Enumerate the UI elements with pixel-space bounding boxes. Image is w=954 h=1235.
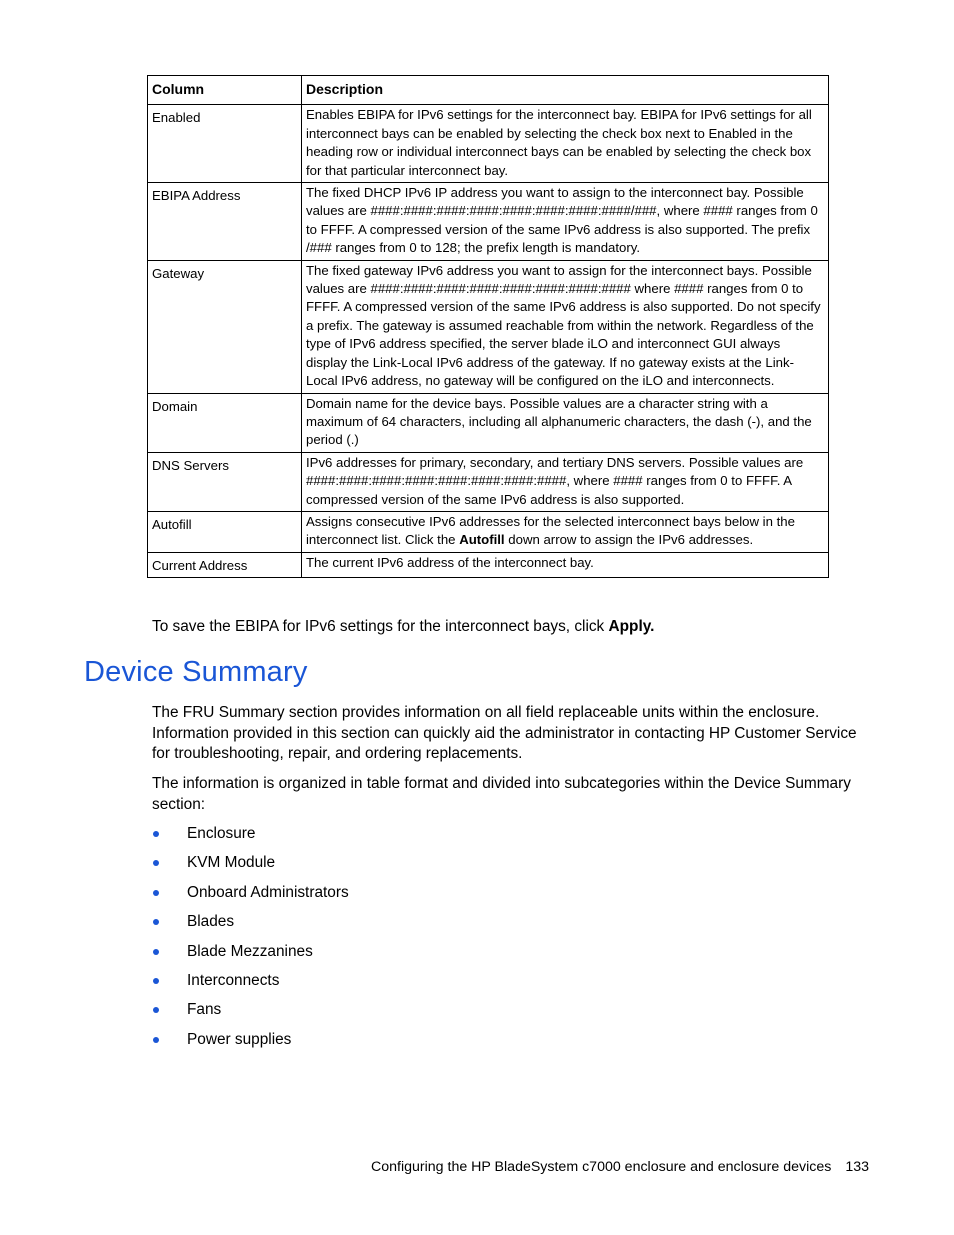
row-column-name: Domain bbox=[148, 393, 302, 452]
list-item-label: Enclosure bbox=[187, 825, 256, 842]
row-description bbox=[302, 552, 829, 577]
list-item-label: Onboard Administrators bbox=[187, 883, 349, 901]
row-description bbox=[302, 452, 829, 511]
table-row bbox=[148, 260, 829, 393]
list-item bbox=[152, 853, 349, 882]
table-row bbox=[148, 105, 829, 183]
row-column-name: Current Address bbox=[148, 552, 302, 577]
organization-paragraph: The information is organized in table format and divided into subcategories within the Device Summary section: bbox=[152, 775, 851, 813]
bullet-icon bbox=[153, 890, 159, 896]
list-item-label: Fans bbox=[187, 1001, 222, 1019]
footer-chapter-title: Configuring the HP BladeSystem c7000 enclosure and enclosure devices bbox=[371, 1159, 832, 1175]
description-keyword: Autofill bbox=[459, 532, 505, 548]
section-heading: Device Summary bbox=[84, 656, 308, 688]
row-column-name: Enabled bbox=[148, 105, 302, 183]
description-text: Domain name for the device bays. Possible values are a character string with a maximum of 64 characters, including all alphanumeric characters, the dash (-), and the period (.) bbox=[306, 395, 812, 448]
row-column-name: Gateway bbox=[148, 260, 302, 393]
row-description bbox=[302, 393, 829, 452]
column-header: Column bbox=[148, 76, 302, 105]
description-text: Assigns consecutive IPv6 addresses for the selected interconnect bays below in the interconnect list. Click the bbox=[306, 513, 795, 548]
list-item-label: KVM Module bbox=[187, 854, 276, 872]
table-row bbox=[148, 552, 829, 577]
row-column-name: EBIPA Address bbox=[148, 183, 302, 261]
row-column-name: Autofill bbox=[148, 511, 302, 552]
description-text: Enables EBIPA for IPv6 settings for the interconnect bay. EBIPA for IPv6 settings for all interconnect bays can be enabled by selecting the check box next to Enabled in the heading row or individual interconnect bays can be enabled by selecting the check box for that particular interconnect bay. bbox=[306, 107, 812, 178]
bullet-icon bbox=[153, 949, 159, 955]
apply-instruction-text: To save the EBIPA for IPv6 settings for the interconnect bays, click bbox=[152, 618, 609, 635]
description-text: IPv6 addresses for primary, secondary, and tertiary DNS servers. Possible values are ####:####:####:####:####:####:####:####, where #### ranges from 0 to FFFF. A compressed version of the same IPv6 address is also supported. bbox=[306, 454, 804, 507]
list-item bbox=[152, 1030, 349, 1059]
bullet-icon bbox=[153, 1037, 159, 1043]
bullet-icon bbox=[153, 831, 159, 837]
row-description bbox=[302, 260, 829, 393]
bullet-icon bbox=[153, 1007, 159, 1013]
page-footer bbox=[371, 1157, 869, 1177]
row-description bbox=[302, 511, 829, 552]
description-text: The current IPv6 address of the interconnect bay. bbox=[306, 554, 594, 570]
description-header: Description bbox=[302, 76, 829, 105]
description-text: down arrow to assign the IPv6 addresses. bbox=[504, 532, 754, 548]
list-item-label: Power supplies bbox=[187, 1030, 292, 1048]
settings-table bbox=[147, 75, 829, 578]
list-item bbox=[152, 942, 349, 971]
list-item bbox=[152, 971, 349, 1000]
description-text: The fixed DHCP IPv6 IP address you want to assign to the interconnect bay. Possible values are ####:####:####:####:####:####:####:####/###, where #### ranges from 0 to FFFF. A compressed version of the same IPv6 address is also supported. The prefix /### ranges from 0 to 128; the prefix length is mandatory. bbox=[306, 185, 818, 256]
list-item-label: Interconnects bbox=[187, 971, 280, 989]
list-item-label: Blades bbox=[187, 913, 235, 931]
description-text: The fixed gateway IPv6 address you want to assign for the interconnect bays. Possible values are ####:####:####:####:####:####:####:#### where #### ranges from 0 to FFFF. A compressed version of the same IPv6 address is also supported. Do not specify a prefix. The gateway is assumed reachable from within the network. Regardless of the type of IPv6 address specified, the server blade iLO and interconnect GUI always display the Link-Local IPv6 address of the gateway. If no gateway exists at the Link-Local IPv6 address, no gateway will be configured on the iLO and interconnects. bbox=[306, 262, 821, 389]
bullet-icon bbox=[153, 978, 159, 984]
list-item-label: Blade Mezzanines bbox=[187, 942, 313, 960]
intro-paragraph: The FRU Summary section provides information on all field replaceable units within the enclosure. Information provided in this section can quickly aid the administrator in contacting HP Customer Service for troubleshooting, repair, and ordering replacements. bbox=[152, 704, 857, 763]
page-number: 133 bbox=[845, 1159, 869, 1175]
apply-instruction bbox=[152, 617, 874, 638]
subcategory-list bbox=[152, 824, 349, 1059]
table-header-row bbox=[148, 76, 829, 105]
table-row bbox=[148, 183, 829, 261]
table-row bbox=[148, 511, 829, 552]
list-item bbox=[152, 883, 349, 912]
table-row bbox=[148, 393, 829, 452]
table-row bbox=[148, 452, 829, 511]
row-column-name: DNS Servers bbox=[148, 452, 302, 511]
list-item bbox=[152, 824, 349, 853]
row-description bbox=[302, 183, 829, 261]
list-item bbox=[152, 1000, 349, 1029]
bullet-icon bbox=[153, 919, 159, 925]
bullet-icon bbox=[153, 860, 159, 866]
apply-keyword: Apply. bbox=[608, 618, 655, 635]
list-item bbox=[152, 912, 349, 941]
row-description bbox=[302, 105, 829, 183]
